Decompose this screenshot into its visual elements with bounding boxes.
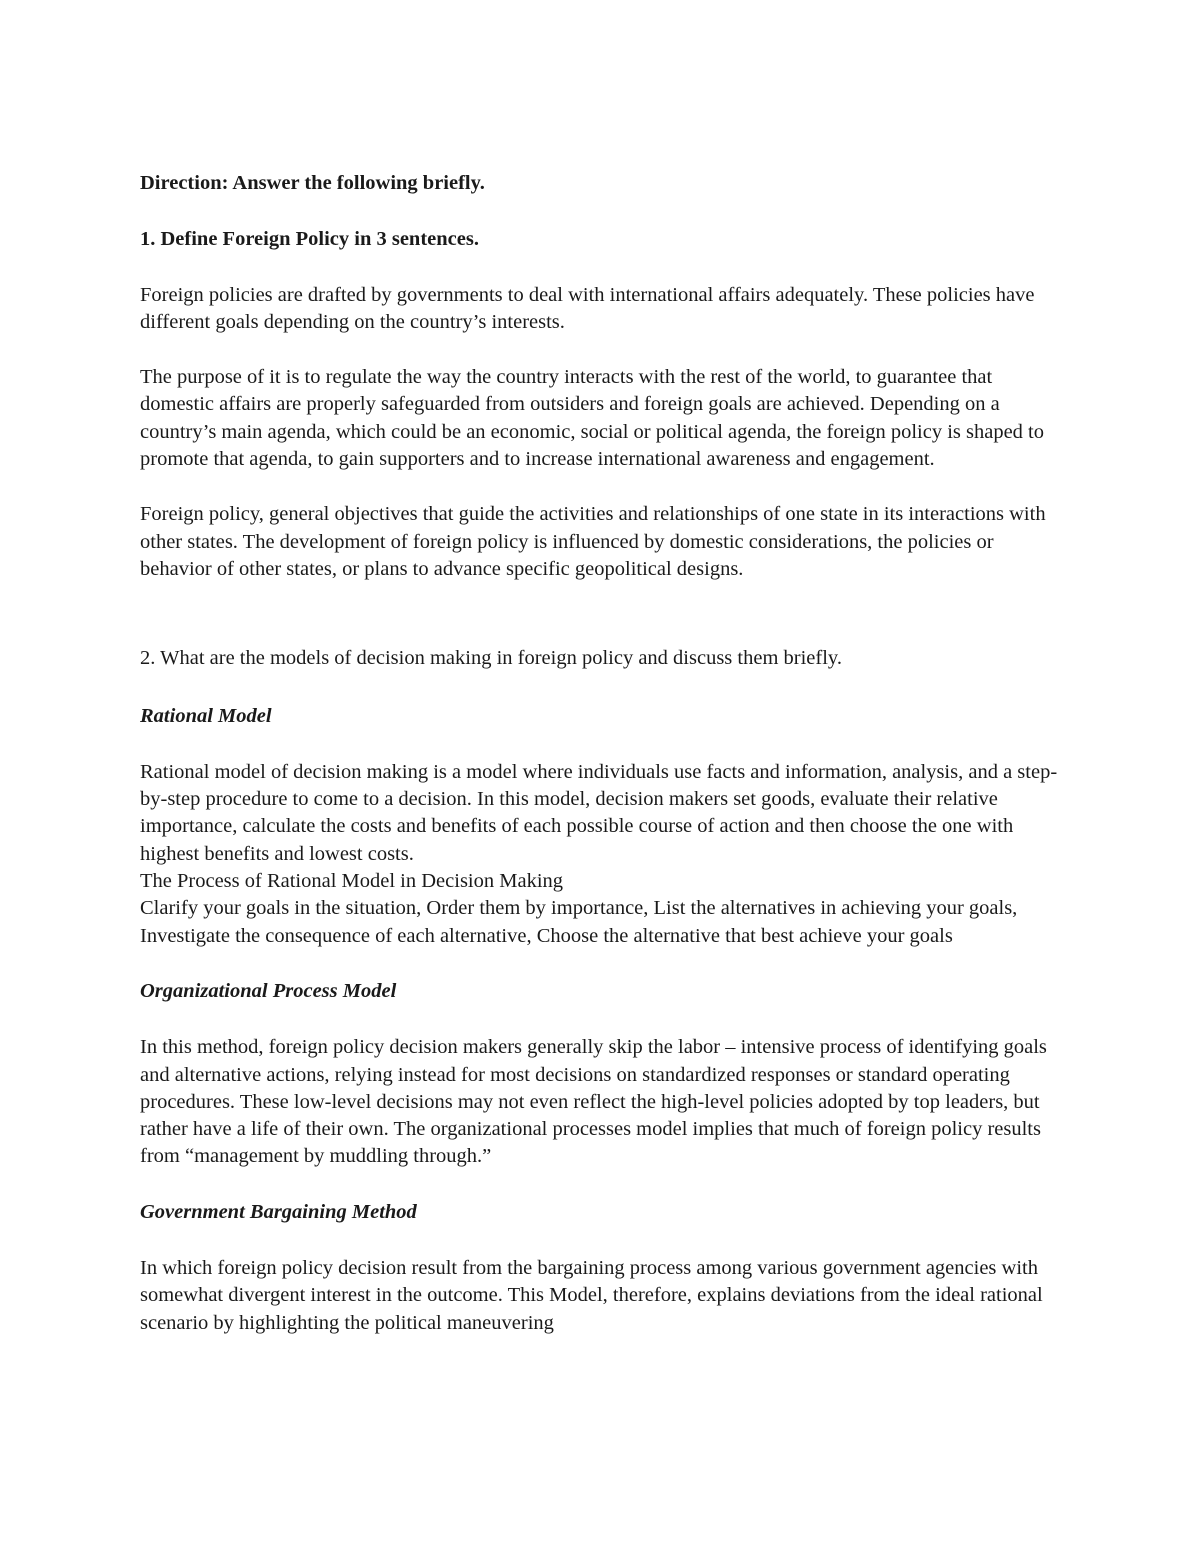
question-2: 2. What are the models of decision making in foreign policy and discuss them briefly.: [140, 647, 842, 670]
rational-model-process-steps: Clarify your goals in the situation, Order them by importance, List the alternatives in achieving your goals, Investigate the consequence of each alternative, Choose the alternative that best achieve your goals: [140, 897, 1018, 947]
question-1: 1. Define Foreign Policy in 3 sentences.: [140, 228, 479, 251]
direction-text: Direction: Answer the following briefly.: [140, 172, 485, 194]
government-bargaining-body: In which foreign policy decision result from the bargaining process among various government agencies with somewhat divergent interest in the outcome. This Model, therefore, explains deviations from the ideal rational scenario by highlighting the political maneuvering: [140, 1257, 1043, 1334]
q1-paragraph-3: Foreign policy, general objectives that guide the activities and relationships of one state in its interactions with other states. The development of foreign policy is influenced by domestic considerations, the policies or behavior of other states, or plans to advance specific geopolitical designs.: [140, 503, 1046, 580]
organizational-model-heading: Organizational Process Model: [140, 979, 397, 1002]
q1-paragraph-1: Foreign policies are drafted by governments to deal with international affairs adequately. These policies have different goals depending on the country’s interests.: [140, 283, 1035, 333]
rational-model-body: Rational model of decision making is a model where individuals use facts and information, analysis, and a step-by-step procedure to come to a decision. In this model, decision makers set goods, evaluate their relative importance, calculate the costs and benefits of each possible course of action and then choose the one with highest benefits and lowest costs.: [140, 760, 1058, 865]
rational-model-heading: Rational Model: [140, 704, 272, 727]
q1-paragraph-2: The purpose of it is to regulate the way the country interacts with the rest of the world, to guarantee that domestic affairs are properly safeguarded from outsiders and foreign goals are achieved. Depending on a country’s main agenda, which could be an economic, social or political agenda, the foreign policy is shaped to promote that agenda, to gain supporters and to increase international awareness and engagement.: [140, 366, 1045, 471]
rational-model-process-title: The Process of Rational Model in Decision Making: [140, 870, 564, 893]
organizational-model-body: In this method, foreign policy decision makers generally skip the labor – intensive process of identifying goals and alternative actions, relying instead for most decisions on standardized responses or standard operating procedures. These low-level decisions may not even reflect the high-level policies adopted by top leaders, but rather have a life of their own. The organizational processes model implies that much of foreign policy results from “management by muddling through.”: [140, 1036, 1047, 1168]
document-body: [140, 170, 1060, 1337]
government-bargaining-heading: Government Bargaining Method: [140, 1200, 417, 1223]
